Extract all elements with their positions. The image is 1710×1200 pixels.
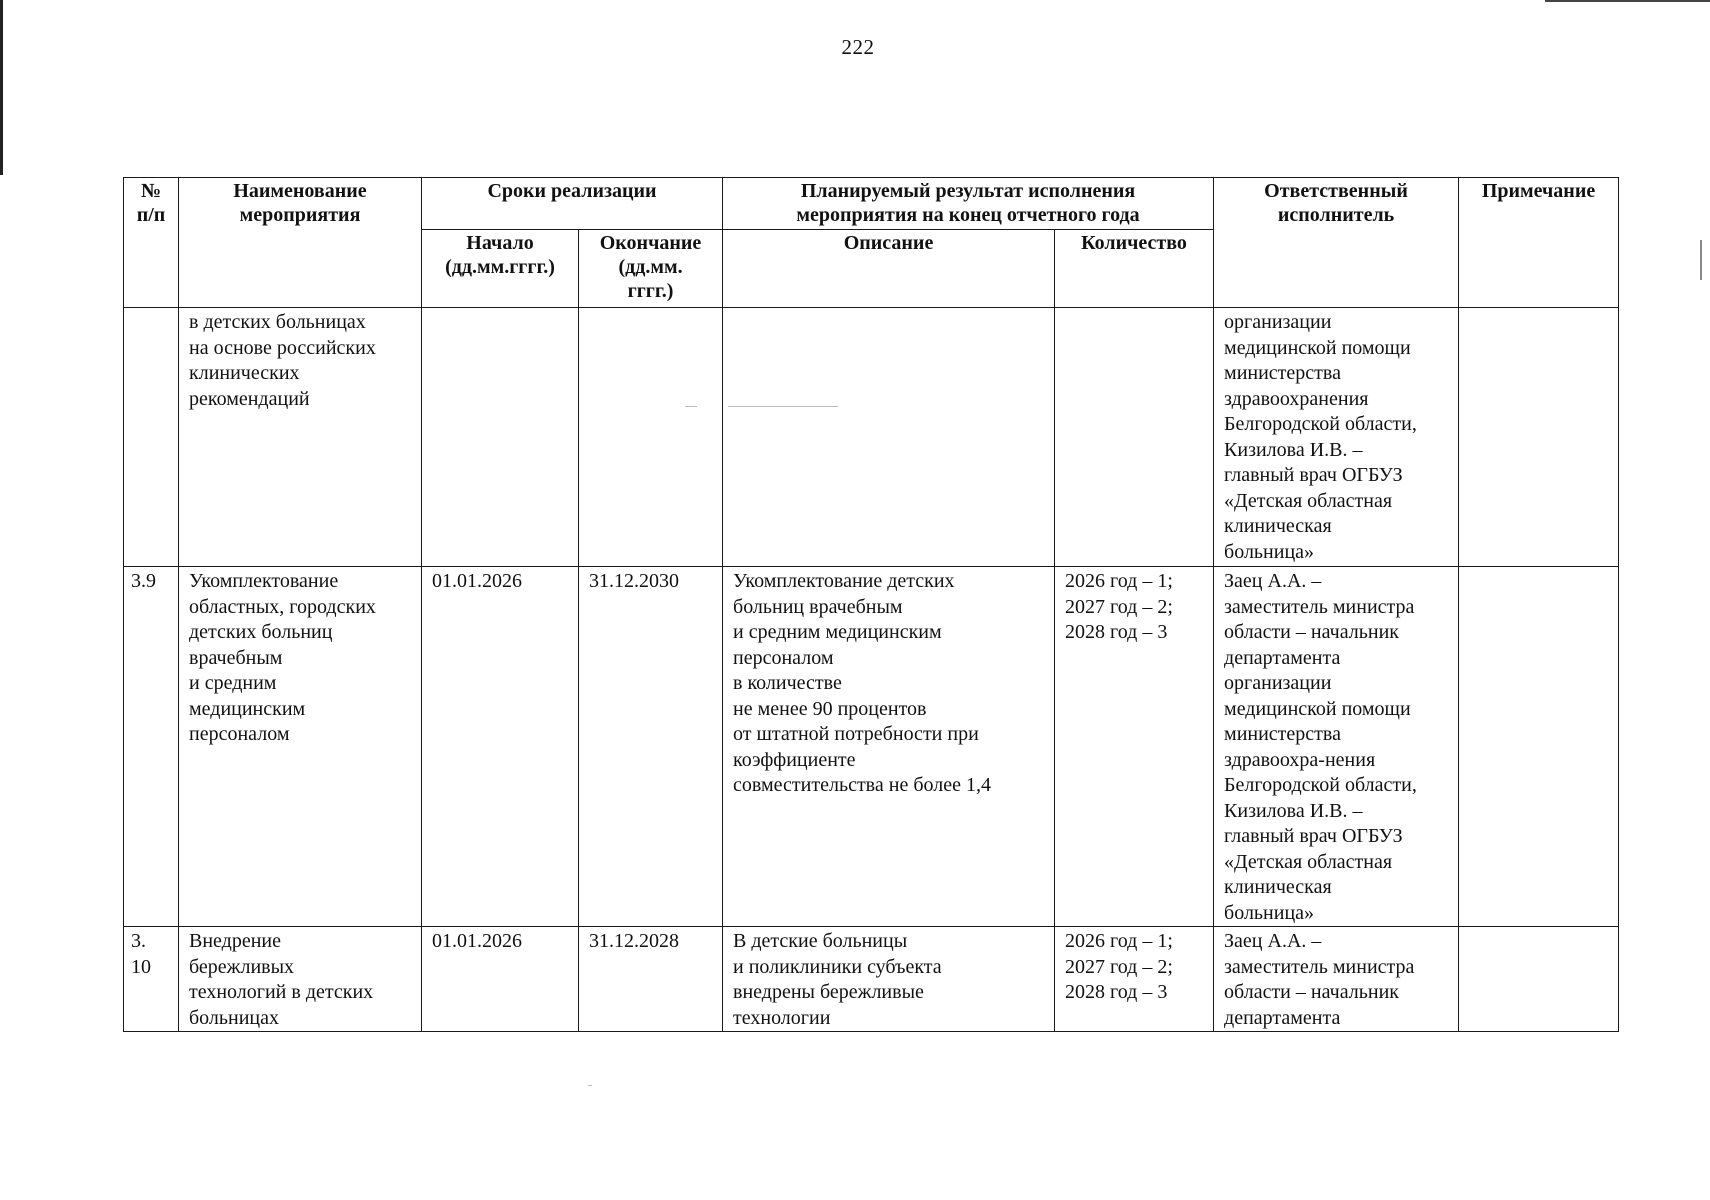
cell-start xyxy=(422,308,579,567)
cell-num: 3.9 xyxy=(124,567,179,927)
scan-edge-left xyxy=(0,0,3,175)
header-result: Планируемый результат исполнения мероприятия на конец отчетного года xyxy=(723,178,1214,230)
page-number: 222 xyxy=(841,35,875,59)
header-name: Наименование мероприятия xyxy=(179,178,422,308)
table-row xyxy=(124,927,1619,1032)
cell-end: 31.12.2030 xyxy=(579,567,723,927)
header-dates: Сроки реализации xyxy=(422,178,723,230)
header-num: № п/п xyxy=(124,178,179,308)
scan-edge-right xyxy=(1700,240,1702,280)
cell-responsible: Заец А.А. – заместитель министра области – начальник департамента xyxy=(1214,927,1459,1032)
cell-description xyxy=(723,308,1055,567)
cell-num: 3. 10 xyxy=(124,927,179,1032)
cell-quantity: 2026 год – 1; 2027 год – 2; 2028 год – 3 xyxy=(1055,927,1214,1032)
cell-description: В детские больницы и поликлиники субъекта внедрены бережливые технологии xyxy=(723,927,1055,1032)
cell-name: Внедрение бережливых технологий в детских больницах xyxy=(179,927,422,1032)
cell-start: 01.01.2026 xyxy=(422,567,579,927)
activities-table xyxy=(123,177,1619,1032)
header-quantity: Количество xyxy=(1055,230,1214,308)
header-row-top xyxy=(124,178,1619,230)
cell-description: Укомплектование детских больниц врачебным и средним медицинским персоналом в количестве не менее 90 процентов от штатной потребности при коэффициенте совместительства не более 1,4 xyxy=(723,567,1055,927)
cell-responsible: Заец А.А. – заместитель министра области – начальник департамента организации медицинской помощи министерства здравоохра-нения Белгородской области, Кизилова И.В. – главный врач ОГБУЗ «Детская областная клиническая больница» xyxy=(1214,567,1459,927)
cell-quantity: 2026 год – 1; 2027 год – 2; 2028 год – 3 xyxy=(1055,567,1214,927)
table-row xyxy=(124,308,1619,567)
cell-note xyxy=(1459,308,1619,567)
cell-name: в детских больницах на основе российских клинических рекомендаций xyxy=(179,308,422,567)
header-responsible: Ответственный исполнитель xyxy=(1214,178,1459,308)
table-row xyxy=(124,567,1619,927)
cell-note xyxy=(1459,927,1619,1032)
header-description: Описание xyxy=(723,230,1055,308)
cell-num xyxy=(124,308,179,567)
header-start: Начало (дд.мм.гггг.) xyxy=(422,230,579,308)
cell-quantity xyxy=(1055,308,1214,567)
cell-note xyxy=(1459,567,1619,927)
cell-end: 31.12.2028 xyxy=(579,927,723,1032)
cell-responsible: организации медицинской помощи министерства здравоохранения Белгородской области, Кизилова И.В. – главный врач ОГБУЗ «Детская областная клиническая больница» xyxy=(1214,308,1459,567)
cell-end xyxy=(579,308,723,567)
cell-name: Укомплектование областных, городских детских больниц врачебным и средним медицинским персоналом xyxy=(179,567,422,927)
cell-start: 01.01.2026 xyxy=(422,927,579,1032)
scan-edge-top-right xyxy=(1545,0,1710,2)
header-note: Примечание xyxy=(1459,178,1619,308)
scan-speck xyxy=(588,1085,592,1086)
header-end: Окончание (дд.мм. гггг.) xyxy=(579,230,723,308)
